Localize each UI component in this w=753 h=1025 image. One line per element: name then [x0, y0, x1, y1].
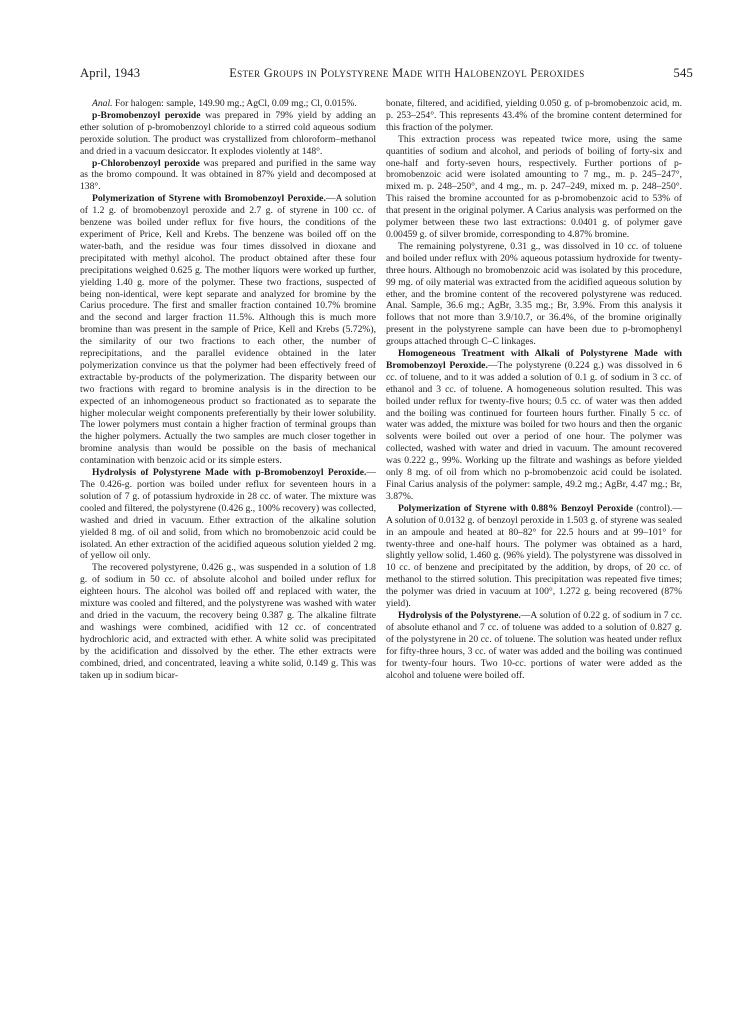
paragraph-hydrolysis [80, 467, 376, 562]
paragraph-text: This extraction process was repeated twice more, using the same quantities of sodium and alcohol, and periods of boiling of forty-six and one-half and forty-seven hours, respectively. Further portions of p-bromobenzoic acid were isolated amounting to 7 mg., m. p. 245–247°, mixed m. p. 248–250°, and 4 mg., m. p. 247–249, mixed m. p. 248–250°. This raised the bromine accounted for as p-bromobenzoic acid to 53% of that present in the original polymer. A Carius analysis was performed on the polymer between these two last extractions: 0.0401 g. of polymer gave 0.00459 g. of silver bromide, corresponding to 4.87% bromine. [386, 133, 682, 240]
paragraph-text: —The polystyrene (0.224 g.) was dissolved in 6 cc. of toluene, and to it was added a solution of 0.1 g. of sodium in 3 cc. of ethanol and 3 cc. of toluene. A homogeneous solution resulted. This was boiled under reflux for twenty-five hours; 0.5 cc. of water was then added and the boiling was continued for fourteen hours further. Finally 5 cc. of water was added, the mixture was boiled for two hours and then the organic solvents were boiled out over a period of one hour. The polymer was collected, washed with water and dried in vacuum. The amount recovered was 0.222 g., 99%. Working up the filtrate and washings as before yielded only 8 mg. of oil from which no p-bromobenzoic acid could be isolated. Final Carius analysis of the polymer: sample, 49.2 mg.; AgBr, 4.47 mg.; Br, 3.87%. [386, 359, 682, 502]
right-column [386, 98, 682, 681]
paragraph-lead: Polymerization of Styrene with Bromobenzoyl Peroxide. [92, 193, 326, 205]
paragraph-recovered-polystyrene [80, 562, 376, 681]
paragraph-lead: Polymerization of Styrene with 0.88% Benzoyl Peroxide [398, 502, 634, 514]
paragraph-text: (control).—A solution of 0.0132 g. of benzoyl peroxide in 1.503 g. of styrene was sealed in an ampoule and heated at 80–82° for 22.5 hours and at 99–101° for twenty-three and one-half hours. The polymer was obtained as a hard, slightly yellow solid, 1.460 g. (96% yield). The polystyrene was dissolved in 10 cc. of benzene and precipitated by the addition, by drops, of 20 cc. of methanol to the stirred solution. This precipitation was repeated five times; the polymer was dried in vacuum at 100°, 1.272 g. being recovered (87% yield). [386, 502, 682, 610]
paragraph-bromobenzoyl-peroxide [80, 110, 376, 158]
paragraph-continuation [386, 98, 682, 134]
paragraph-text: The recovered polystyrene, 0.426 g., was suspended in a solution of 1.8 g. of sodium in 50 cc. of absolute alcohol and boiled under reflux for eighteen hours. The alcohol was boiled off and replaced with water, the mixture was cooled and filtered, and the polystyrene was washed with water and dried in the vacuum, the recovery being 0.387 g. The alkaline filtrate and washings were combined, acidified with 12 cc. of concentrated hydrochloric acid, and extracted with ether. A white solid was precipitated by the acidification and dissolved by the ether. The ether extracts were combined, dried, and concentrated, leaving a white solid, 0.149 g. This was taken up in sodium bicar- [80, 562, 376, 681]
paragraph-text: —The 0.426-g. portion was boiled under reflux for seventeen hours in a solution of 7 g. of potassium hydroxide in 28 cc. of water. The mixture was cooled and filtered, the polystyrene (0.426 g., 100% recovery) was collected, washed and dried in vacuum. Ether extraction of the alkaline solution yielded 8 mg. of oil and solid, from which no bromobenzoic acid could be isolated. An ether extraction of the acidified aqueous solution yielded 2 mg. of yellow oil only. [80, 467, 376, 562]
page-number: 545 [673, 66, 693, 80]
paragraph-remaining-polystyrene [386, 241, 682, 348]
paragraph-polymerization-bromobenzoyl [80, 193, 376, 467]
paragraph-lead: p-Bromobenzoyl peroxide [92, 109, 201, 121]
paragraph-homogeneous-treatment [386, 348, 682, 503]
paragraph-benzoyl-control [386, 503, 682, 610]
paragraph-lead: Homogeneous Treatment with Alkali of Polystyrene Made with Bromobenzoyl Peroxide. [386, 348, 682, 371]
paragraph-lead: p-Chlorobenzoyl peroxide [92, 157, 200, 169]
paragraph-extraction-repeated [386, 134, 682, 241]
paragraph-text: For halogen: sample, 149.90 mg.; AgCl, 0.09 mg.; Cl, 0.015%. [112, 98, 357, 109]
paragraph-text: was prepared and purified in the same way as the bromo compound. It was obtained in 87% yield and decomposed at 138°. [80, 157, 376, 193]
paragraph-text: —A solution of 0.22 g. of sodium in 7 cc. of absolute ethanol and 7 cc. of toluene was added to a solution of 0.827 g. of the polystyrene in 20 cc. of toluene. The solution was heated under reflux for fifty-three hours, 3 cc. of water was added and the boiling was continued for twenty-four hours. Two 10-cc. portions of water were added as the alcohol and toluene were boiled off. [386, 609, 682, 681]
paragraph-lead: Anal. [92, 98, 113, 109]
issue-date: April, 1943 [80, 66, 141, 80]
paragraph-lead: Hydrolysis of Polystyrene Made with p-Bromobenzoyl Peroxide. [92, 467, 367, 479]
paragraph-chlorobenzoyl-peroxide [80, 158, 376, 194]
paragraph-lead: Hydrolysis of the Polystyrene. [398, 609, 521, 621]
paragraph-text: was prepared in 79% yield by adding an ether solution of p-bromobenzoyl chloride to a stirred cold aqueous sodium peroxide solution. The product was crystallized from chloroform–methanol and dried in a vacuum desiccator. It explodes violently at 148°. [80, 109, 376, 157]
paragraph-text: bonate, filtered, and acidified, yielding 0.050 g. of p-bromobenzoic acid, m. p. 253–254°. This represents 43.4% of the bromine content determined for this fraction of the polymer. [386, 98, 682, 133]
paragraph-text: —A solution of 1.2 g. of bromobenzoyl peroxide and 2.7 g. of styrene in 100 cc. of benzene was boiled under reflux for five hours, the conditions of the experiment of Price, Kell and Krebs. The benzene was boiled off on the water-bath, and the residue was four times dissolved in dioxane and precipitated with methyl alcohol. The product obtained after these four precipitations weighed 0.625 g. The mother liquors were worked up further, yielding 1.40 g. more of the polymer. These two fractions, suspected of being non-identical, were kept separate and analyzed for bromine by the Carius procedure. The first and smaller fraction contained 10.7% bromine and the second and larger fraction 11.5%. Although this is much more bromine than was present in the sample of Price, Kell and Krebs (5.72%), the similarity of our two fractions to each other, the number of reprecipitations, and the parallel evidence obtained in the later polymerization convince us that the polymer had been effectively freed of extractable by-products of the polymerization. The disparity between our two fractions with regard to bromine analysis is in the direction to be expected of an inhomogeneous product so fractionated as to separate the higher molecular weight components preferentially by their lower solubility. The lower polymers must contain a higher fraction of terminal groups than the higher polymers. Actually the two samples are much closer together in bromine analysis than would be possible on the basis of mechanical contamination with benzoic acid or its simple esters. [80, 193, 377, 467]
paragraph-analysis-halogen [80, 98, 376, 110]
running-title: Ester Groups in Polystyrene Made with Halobenzoyl Peroxides [229, 66, 585, 80]
paragraph-text: The remaining polystyrene, 0.31 g., was dissolved in 10 cc. of toluene and boiled under reflux with 20% aqueous potassium hydroxide for twenty-three hours. Although no bromobenzoic acid was isolated by this procedure, 99 mg. of oily material was extracted from the acidified aqueous solution by ether, and the bromine content of the recovered polystyrene was reduced. Anal. Sample, 36.6 mg.; AgBr, 3.35 mg.; Br, 3.9%. From this analysis it follows that not more than 3.9/10.7, or 36.4%, of the bromine originally present in the polystyrene sample can have been due to p-bromophenyl groups attached through C–C linkages. [386, 240, 682, 348]
paragraph-hydrolysis-polystyrene [386, 610, 682, 681]
page-header [80, 66, 693, 86]
left-column [80, 98, 376, 681]
